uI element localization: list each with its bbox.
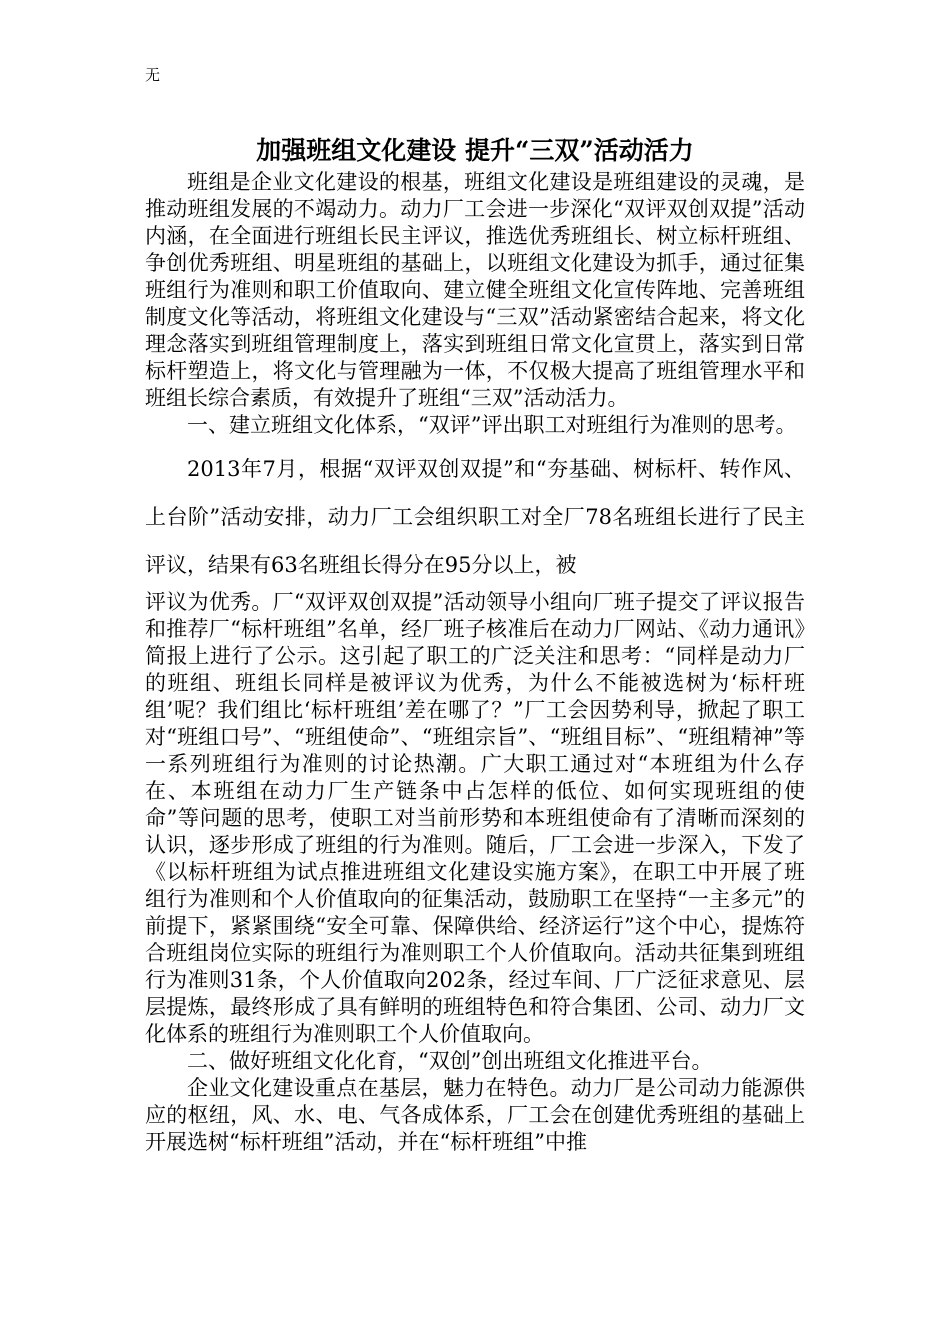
paragraph-evaluation-continued: 评议为优秀。厂“双评双创双提”活动领导小组向厂班子提交了评议报告和推荐厂“标杆班组”名单，经厂班子核准后在动力厂网站、《动力通讯》简报上进行了公示。这引起了职工的广泛关注和思考：“同样是动力厂的班组、班组长同样是被评议为优秀，为什么不能被选树为‘标杆班组’呢？我们组比‘标杆班组’差在哪了？”厂工会因势利导，掀起了职工对“班组口号”、“班组使命”、“班组宗旨”、“班组目标”、“班组精神”等一系列班组行为准则的讨论热潮。广大职工通过对“本班组为什么存在、本班组在动力厂生产链条中占怎样的低位、如何实现班组的使命”等问题的思考，使职工对当前形势和本班组使命有了清晰而深刻的认识，逐步形成了班组的行为准则。随后，厂工会进一步深入，下发了《以标杆班组为试点推进班组文化建设实施方案》，在职工中开展了班组行为准则和个人价值取向的征集活动，鼓励职工在坚持“一主多元”的前提下，紧紧围绕“安全可靠、保障供给、经济运行”这个中心，提炼符合班组岗位实际的班组行为准则职工个人价值取向。活动共征集到班组行为准则31条，个人价值取向202条，经过车间、厂广泛征求意见、层层提炼，最终形成了具有鲜明的班组特色和符合集团、公司、动力厂文化体系的班组行为准则职工个人价值取向。 (145, 590, 805, 1046)
document-title: 加强班组文化建设 提升“三双”活动活力 (256, 136, 694, 165)
header-mark: 无 (145, 66, 161, 84)
section-heading-2: 二、做好班组文化化育，“双创”创出班组文化推进平台。 (187, 1049, 713, 1073)
document-body (145, 169, 805, 1156)
section-heading-1: 一、建立班组文化体系，“双评”评出职工对班组行为准则的思考。 (187, 413, 797, 437)
paragraph-intro: 班组是企业文化建设的根基，班组文化建设是班组建设的灵魂，是推动班组发展的不竭动力。动力厂工会进一步深化“双评双创双提”活动内涵，在全面进行班组长民主评议，推选优秀班组长、树立标杆班组、争创优秀班组、明星班组的基础上，以班组文化建设为抓手，通过征集班组行为准则和职工价值取向、建立健全班组文化宣传阵地、完善班组制度文化等活动，将班组文化建设与“三双”活动紧密结合起来，将文化理念落实到班组管理制度上，落实到班组日常文化宣贯上，落实到日常标杆塑造上，将文化与管理融为一体，不仅极大提高了班组管理水平和班组长综合素质，有效提升了班组“三双”活动活力。 (145, 170, 805, 410)
paragraph-evaluation: 2013年7月，根据“双评双创双提”和“夯基础、树标杆、转作风、上台阶”活动安排，动力厂工会组织职工对全厂78名班组长进行了民主评议，结果有63名班组长得分在95分以上，被 (145, 457, 805, 577)
paragraph-culture: 企业文化建设重点在基层，魅力在特色。动力厂是公司动力能源供应的枢纽，风、水、电、气各成体系，厂工会在创建优秀班组的基础上开展选树“标杆班组”活动，并在“标杆班组”中推 (145, 1076, 805, 1154)
